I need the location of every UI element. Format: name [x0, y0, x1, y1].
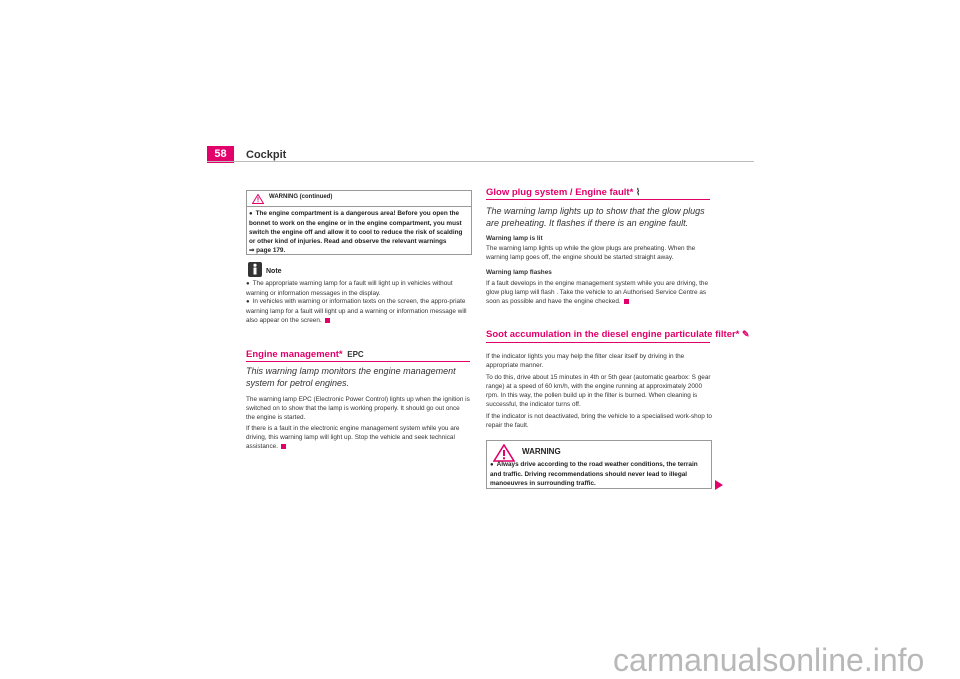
soot-para-2: To do this, drive about 15 minutes in 4th or 5th gear (automatic gearbox: S gear range) at a speed of 60 km/h, with the engine running at approximately 2000 rpm. In this way, the pollen build up in the filter is burned. When cleaning is successful, the indicator turns off. [486, 374, 711, 408]
warning-page-reference[interactable]: ⇒ page 179. [249, 247, 286, 254]
section-divider [486, 342, 710, 343]
glow-plug-icon: ⌇ [635, 187, 641, 197]
end-marker [624, 299, 629, 304]
warning-box-title: WARNING [522, 447, 561, 456]
particulate-filter-icon: ✎ [742, 329, 750, 339]
glow-plug-sub-lit: Warning lamp is lit [486, 235, 543, 242]
glow-plug-para-1: The warning lamp lights up while the glow plugs are preheating. When the warning lamp goes off, the engine should be started straight away. [486, 245, 696, 261]
glow-plug-lead: The warning lamp lights up to show that the glow plugs are preheating. It flashes if there is an engine fault. [486, 206, 705, 228]
section-divider [246, 361, 470, 362]
engine-management-title: Engine management* EPC [246, 349, 364, 360]
glow-plug-title: Glow plug system / Engine fault* ⌇ [486, 187, 641, 198]
header-divider [207, 161, 754, 162]
note-label: Note [266, 268, 282, 275]
note-bullet-2: ● In vehicles with warning or information texts on the screen, the appro-priate warning lamp for a fault will light up and a warning or information message will also appear on the screen. [246, 297, 470, 325]
glow-plug-para-2: If a fault develops in the engine management system while you are driving, the glow plug lamp will flash . Take the vehicle to an Authorised Service Centre as soon as possible and have the engine checked. [486, 280, 709, 305]
glow-plug-sub-flashes: Warning lamp flashes [486, 269, 552, 276]
warning-triangle-icon [252, 194, 264, 204]
soot-para-1: If the indicator lights you may help the filter clear itself by driving in the appropriate manner. [486, 353, 685, 369]
soot-para-3: If the indicator is not deactivated, bring the vehicle to a specialised work-shop to repair the fault. [486, 413, 712, 429]
end-marker [325, 318, 330, 323]
warning-box-title: WARNING (continued) [269, 194, 333, 200]
warning-bullet: ● The engine compartment is a dangerous area! Before you open the bonnet to work on the engine or in the engine compartment, you must switch the engine off and allow it to cool to reduce the risk of scalding or other kind of injuries. Read and observe the relevant warnings [249, 210, 462, 245]
note-icon [248, 262, 262, 277]
page-number: 58 [207, 146, 234, 163]
continue-arrow-icon [715, 480, 723, 490]
epc-icon: EPC [347, 350, 364, 359]
section-divider [486, 199, 710, 200]
page-header-title: Cockpit [246, 149, 287, 161]
watermark: carmanualsonline.info [613, 642, 925, 678]
end-marker [281, 444, 286, 449]
engine-management-para-2: If there is a fault in the electronic engine management system while you are driving, this warning lamp will light up. Stop the vehicle and seek technical assistance. [246, 425, 460, 450]
soot-title: Soot accumulation in the diesel engine particulate filter* ✎ [486, 329, 750, 340]
warning-box [486, 440, 712, 489]
engine-management-lead: This warning lamp monitors the engine management system for petrol engines. [246, 366, 456, 388]
note-bullet-1: ● The appropriate warning lamp for a fault will light up in vehicles without warning or information messages in the display. [246, 279, 470, 298]
warning-box-text: ● Always drive according to the road weather conditions, the terrain and traffic. Driving recommendations should never lead to illegal manoeuvres in surrounding traffic. [490, 460, 708, 488]
warning-box-header [247, 191, 471, 207]
warning-continued-box [246, 190, 472, 255]
warning-box-text [249, 209, 467, 255]
engine-management-para-1: The warning lamp EPC (Electronic Power Control) lights up when the ignition is switched on to show that the lamp is working properly. It should go out once the engine is started. [246, 396, 470, 421]
